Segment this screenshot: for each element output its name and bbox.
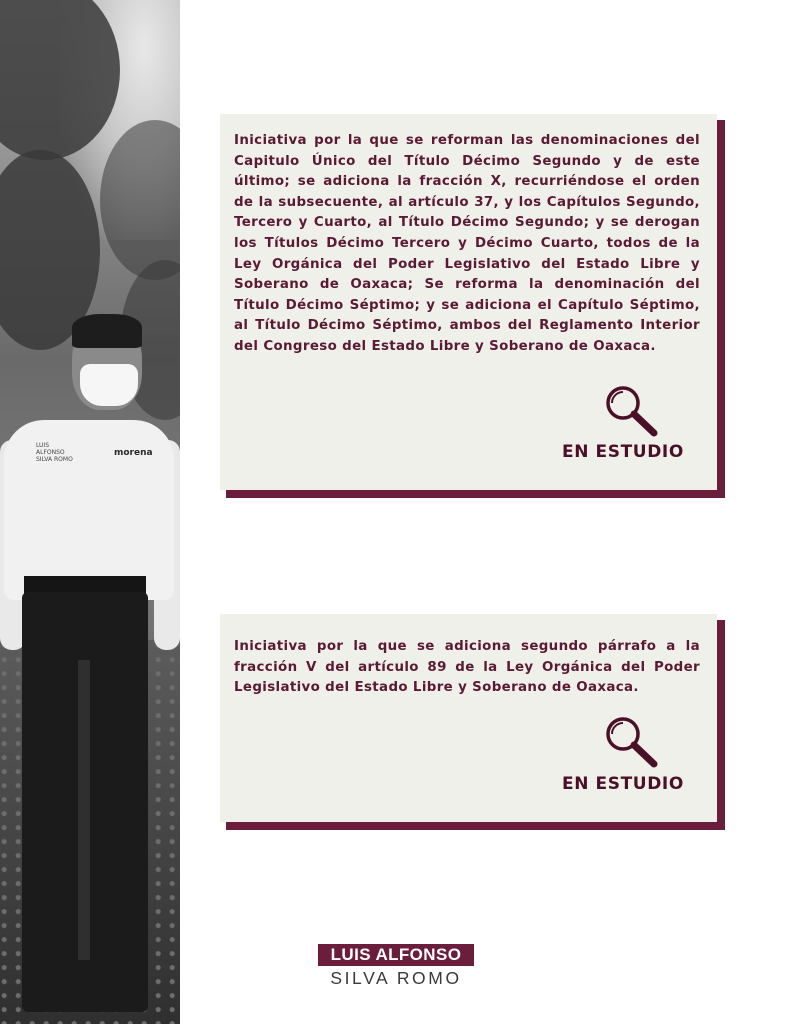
search-icon xyxy=(602,713,658,769)
portrait-photo xyxy=(0,0,180,1024)
shirt-badge: LUIS ALFONSO SILVA ROMO xyxy=(36,442,73,463)
face-mask xyxy=(80,364,138,406)
initiative-text: Iniciativa por la que se reforman las denominaciones del Capitulo Único del Título Décimo Segundo y de este último; se adiciona la fracción X, recurriéndose el orden de la subsecuente, al artículo 37, y los Capítulos Segundo, Tercero y Cuarto, al Título Décimo Segundo; y se derogan los Títulos Décimo Tercero y Décimo Cuarto, todos de la Ley Orgánica del Poder Legislativo del Estado Libre y Soberano de Oaxaca; Se reforma la denominación del Título Décimo Séptimo; y se adiciona el Capítulo Séptimo, al Título Décimo Séptimo, ambos del Reglamento Interior del Congreso del Estado Libre y Soberano de Oaxaca. xyxy=(234,133,700,354)
status-label: EN ESTUDIO xyxy=(562,442,684,462)
brand-name-line2: SILVA ROMO xyxy=(330,968,462,988)
hair xyxy=(72,314,142,348)
shirt xyxy=(4,420,174,600)
brand-name-line1: LUIS ALFONSO xyxy=(318,944,474,966)
search-icon xyxy=(602,382,658,438)
shirt-logo: morena xyxy=(114,448,153,458)
status-label: EN ESTUDIO xyxy=(562,774,684,794)
initiative-text: Iniciativa por la que se adiciona segundo párrafo a la fracción V del artículo 89 de la Ley Orgánica del Poder Legislativo del Estado Libre y Soberano de Oaxaca. xyxy=(234,639,700,696)
trousers-gap xyxy=(78,660,90,960)
brand-logo xyxy=(318,944,474,989)
